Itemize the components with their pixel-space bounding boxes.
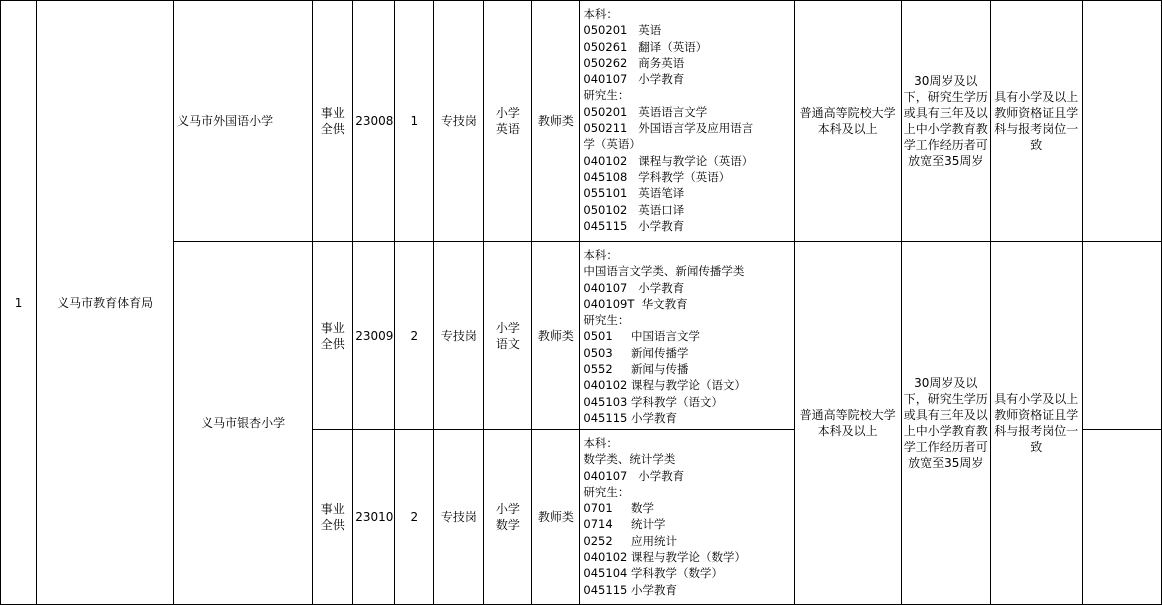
major-line: 050102 英语口译 bbox=[583, 202, 685, 217]
major-line: 0252 应用统计 bbox=[583, 533, 677, 548]
qualification-cell: 普通高等院校大学本科及以上 bbox=[794, 242, 901, 605]
major-line: 本科： bbox=[583, 436, 618, 450]
majors-cell bbox=[580, 242, 794, 430]
major-line: 0501 中国语言文学 bbox=[583, 329, 700, 344]
type-cell: 教师类 bbox=[532, 1, 580, 242]
major-line: 040102 课程与教学论（语文） bbox=[583, 378, 746, 393]
category-cell: 专技岗 bbox=[434, 1, 484, 242]
subject-cell: 小学 语文 bbox=[484, 242, 532, 430]
code-cell: 23009 bbox=[353, 242, 395, 430]
major-line: 本科： bbox=[583, 7, 618, 21]
major-line: 040109T 华文教育 bbox=[583, 296, 688, 311]
major-line: 040107 小学教育 bbox=[583, 468, 685, 483]
major-line: 050201 英语语言文学 bbox=[583, 104, 708, 119]
major-line: 研究生： bbox=[583, 313, 630, 328]
notes-cell bbox=[1082, 1, 1161, 242]
table-row bbox=[1, 242, 1162, 430]
major-line: 0552 新闻与传播 bbox=[583, 362, 689, 377]
major-line: 0714 统计学 bbox=[583, 517, 666, 532]
notes-cell bbox=[1082, 430, 1161, 605]
major-line: 050211 外国语言学及应用语言 bbox=[583, 121, 754, 136]
table-row bbox=[1, 1, 1162, 242]
major-line: 研究生： bbox=[583, 484, 630, 499]
major-line: 中国语言文学类、新闻传播学类 bbox=[583, 264, 745, 279]
category-cell: 专技岗 bbox=[434, 242, 484, 430]
certificate-cell: 具有小学及以上教师资格证且学科与报考岗位一致 bbox=[990, 242, 1082, 605]
nature-cell: 事业 全供 bbox=[313, 1, 353, 242]
major-line: 045108 学科教学（英语） bbox=[583, 169, 731, 184]
subject-cell: 小学 数学 bbox=[484, 430, 532, 605]
category-cell: 专技岗 bbox=[434, 430, 484, 605]
major-line: 040107 小学教育 bbox=[583, 280, 685, 295]
major-line: 研究生： bbox=[583, 88, 630, 103]
nature-cell: 事业 全供 bbox=[313, 430, 353, 605]
major-line: 0701 数学 bbox=[583, 501, 654, 516]
count-cell: 2 bbox=[395, 430, 434, 605]
school-cell: 义马市银杏小学 bbox=[174, 242, 313, 605]
type-cell: 教师类 bbox=[532, 242, 580, 430]
major-line: 本科： bbox=[583, 248, 618, 262]
code-cell: 23010 bbox=[353, 430, 395, 605]
major-line: 055101 英语笔译 bbox=[583, 186, 685, 201]
count-cell: 2 bbox=[395, 242, 434, 430]
majors-cell bbox=[580, 430, 794, 605]
major-line: 040102 课程与教学论（数学） bbox=[583, 550, 746, 565]
major-line: 045115 小学教育 bbox=[583, 410, 677, 425]
major-line: 045103 学科教学（语文） bbox=[583, 394, 723, 409]
majors-cell bbox=[580, 1, 794, 242]
code-cell: 23008 bbox=[353, 1, 395, 242]
qualification-cell: 普通高等院校大学本科及以上 bbox=[794, 1, 901, 242]
major-line: 数学类、统计学类 bbox=[583, 452, 676, 467]
certificate-cell: 具有小学及以上教师资格证且学科与报考岗位一致 bbox=[990, 1, 1082, 242]
subject-cell: 小学 英语 bbox=[484, 1, 532, 242]
type-cell: 教师类 bbox=[532, 430, 580, 605]
school-cell: 义马市外国语小学 bbox=[174, 1, 313, 242]
age-cell: 30周岁及以下，研究生学历或具有三年及以上中小学教育教学工作经历者可放宽至35周岁 bbox=[901, 242, 990, 605]
major-line: 045104 学科教学（数学） bbox=[583, 566, 723, 581]
major-line: 050201 英语 bbox=[583, 23, 662, 38]
major-line: 045115 小学教育 bbox=[583, 218, 685, 233]
major-line: 学（英语） bbox=[583, 137, 641, 152]
major-line: 045115 小学教育 bbox=[583, 582, 677, 597]
count-cell: 1 bbox=[395, 1, 434, 242]
major-line: 0503 新闻传播学 bbox=[583, 345, 689, 360]
department-cell: 义马市教育体育局 bbox=[37, 1, 174, 605]
major-line: 050262 商务英语 bbox=[583, 55, 685, 70]
index-cell: 1 bbox=[1, 1, 37, 605]
age-cell: 30周岁及以下，研究生学历或具有三年及以上中小学教育教学工作经历者可放宽至35周岁 bbox=[901, 1, 990, 242]
major-line: 040107 小学教育 bbox=[583, 72, 685, 87]
major-line: 050261 翻译（英语） bbox=[583, 39, 708, 54]
notes-cell bbox=[1082, 242, 1161, 430]
nature-cell: 事业 全供 bbox=[313, 242, 353, 430]
major-line: 040102 课程与教学论（英语） bbox=[583, 153, 754, 168]
